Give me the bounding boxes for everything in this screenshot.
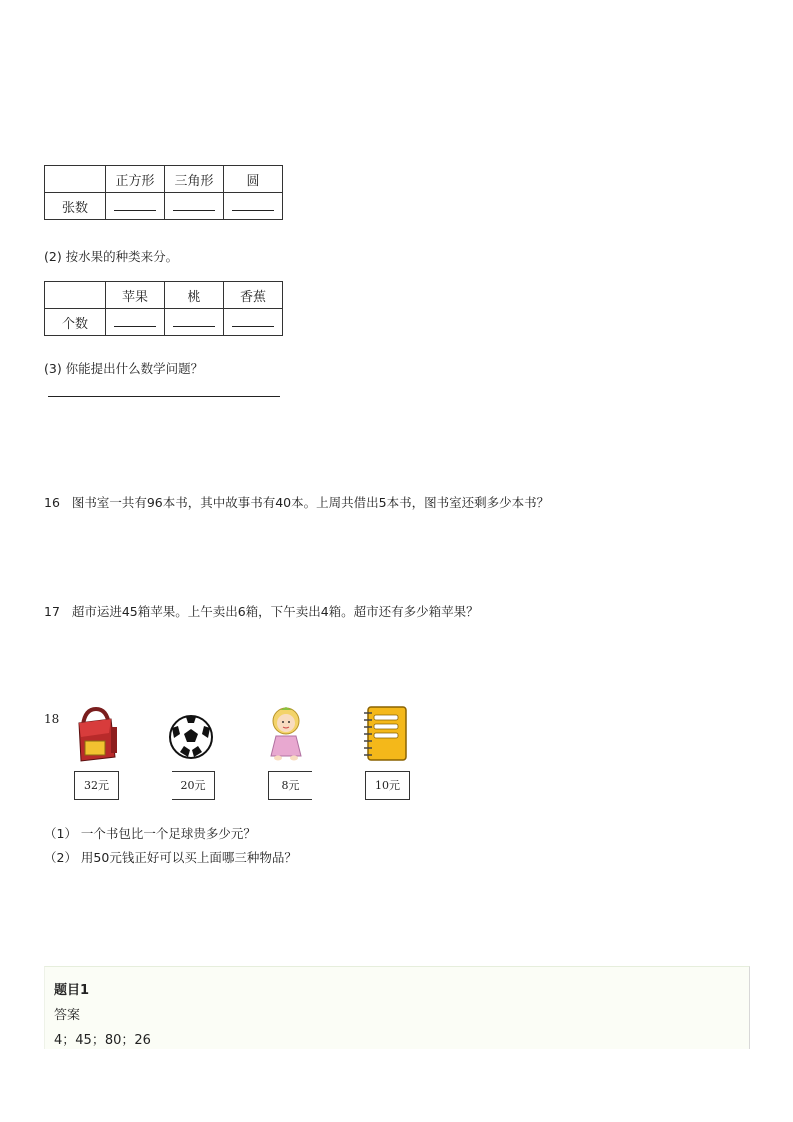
blank-cell[interactable] — [165, 309, 224, 336]
question-16 — [44, 493, 549, 511]
fill-blank[interactable] — [114, 198, 156, 211]
blank-cell[interactable] — [224, 309, 283, 336]
table-header-row — [45, 282, 283, 309]
shape-count-table — [44, 165, 283, 220]
table-header-cell: 三角形 — [165, 166, 224, 193]
answer-panel — [44, 966, 750, 1049]
row-label: 张数 — [45, 193, 106, 220]
fill-blank[interactable] — [173, 314, 215, 327]
table-row — [45, 193, 283, 220]
blank-cell[interactable] — [224, 193, 283, 220]
question-number: 17 — [44, 604, 60, 619]
table-header-cell — [45, 282, 106, 309]
blank-cell[interactable] — [165, 193, 224, 220]
doll-icon — [266, 704, 306, 762]
fruit-count-table — [44, 281, 283, 336]
backpack-icon — [73, 707, 119, 762]
table-header-cell: 苹果 — [106, 282, 165, 309]
answer-line[interactable] — [48, 396, 280, 397]
notebook-icon — [362, 705, 410, 762]
blank-cell[interactable] — [106, 193, 165, 220]
fill-blank[interactable] — [232, 198, 274, 211]
fill-blank[interactable] — [114, 314, 156, 327]
price-label: 10元 — [365, 771, 410, 800]
question-text: 图书室一共有96本书，其中故事书有40本。上周共借出5本书，图书室还剩多少本书？ — [71, 495, 550, 510]
price-label: 32元 — [74, 771, 119, 800]
price-label: 8元 — [268, 771, 312, 800]
table-header-row — [45, 166, 283, 193]
row-label: 个数 — [45, 309, 106, 336]
table-header-cell — [45, 166, 106, 193]
answer-title: 题目1 — [54, 983, 90, 998]
fill-blank[interactable] — [232, 314, 274, 327]
table-row — [45, 309, 283, 336]
table-header-cell: 香蕉 — [224, 282, 283, 309]
blank-cell[interactable] — [106, 309, 165, 336]
question-18-sub1: （1） 一个书包比一个足球贵多少元？ — [44, 826, 256, 841]
table-header-cell: 圆 — [224, 166, 283, 193]
answer-value: 4；45；80；26 — [54, 1033, 151, 1048]
table-header-cell: 正方形 — [106, 166, 165, 193]
question-18-sub2: （2） 用50元钱正好可以买上面哪三种物品？ — [44, 850, 297, 865]
answer-label: 答案 — [54, 1008, 81, 1023]
fill-blank[interactable] — [173, 198, 215, 211]
question-3: (3) 你能提出什么数学问题？ — [44, 361, 204, 376]
question-17 — [44, 602, 479, 620]
soccer-ball-icon — [168, 714, 214, 760]
price-label: 20元 — [172, 771, 215, 800]
question-2: (2) 按水果的种类来分。 — [44, 249, 179, 264]
question-number: 16 — [44, 495, 60, 510]
question-number: 18 — [44, 712, 60, 726]
table-header-cell: 桃 — [165, 282, 224, 309]
question-text: 超市运进45箱苹果。上午卖出6箱，下午卖出4箱。超市还有多少箱苹果？ — [71, 604, 479, 619]
